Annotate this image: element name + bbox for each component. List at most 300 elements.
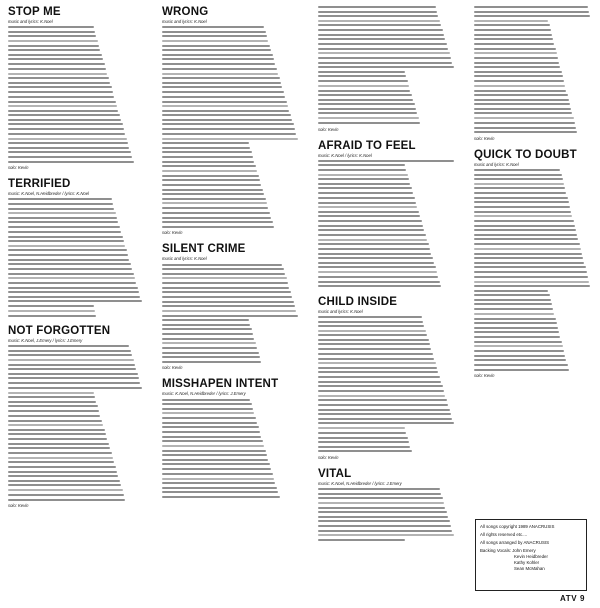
lyric-line — [162, 277, 287, 279]
lyric-line — [162, 356, 260, 358]
lyric-line — [8, 263, 131, 265]
lyric-line — [162, 49, 271, 51]
lyric-line — [162, 338, 254, 340]
lyric-line — [162, 301, 294, 303]
lyric-line — [162, 468, 271, 470]
lyric-line — [318, 285, 441, 287]
lyric-line — [474, 117, 574, 119]
lyric-line — [318, 399, 447, 401]
lyric-line — [162, 296, 292, 298]
lyric-line — [162, 273, 285, 275]
lyric-line — [8, 368, 136, 370]
lyric-line — [318, 94, 412, 96]
lyric-line — [8, 86, 112, 88]
lyric-line — [162, 221, 273, 223]
lyric-line — [474, 266, 586, 268]
lyric-line — [318, 206, 417, 208]
song-credit: music and lyrics: K.Noel — [162, 256, 207, 262]
lyric-line — [474, 299, 551, 301]
lyric-line — [318, 511, 447, 513]
lyric-line — [8, 466, 116, 468]
lyric-line — [8, 77, 109, 79]
song-block — [474, 149, 594, 386]
lyric-line — [162, 426, 259, 428]
lyric-line — [318, 248, 430, 250]
lyric-line — [8, 138, 127, 140]
lyric-line — [474, 34, 552, 36]
lyric-line — [474, 197, 568, 199]
lyric-line — [8, 315, 96, 317]
lyric-line — [318, 488, 440, 490]
lyric-line — [474, 90, 566, 92]
lyric-line — [474, 331, 559, 333]
lyric-line — [162, 417, 256, 419]
lyric-line — [318, 220, 422, 222]
lyric-line — [8, 282, 136, 284]
lyric-line — [318, 441, 409, 443]
lyric-line — [318, 381, 441, 383]
member-name: Sean McMahan — [514, 566, 545, 571]
song-title: TERRIFIED — [8, 178, 71, 191]
lyric-line — [318, 24, 441, 26]
lyric-line — [474, 66, 560, 68]
lyric-line — [318, 362, 436, 364]
lyric-line — [318, 164, 405, 166]
lyric-line — [162, 282, 288, 284]
song-title: WRONG — [162, 6, 209, 18]
lyric-line — [8, 396, 95, 398]
solo-note: solo: Kevin — [474, 135, 495, 141]
lyric-line — [318, 507, 445, 509]
lyric-line — [8, 410, 99, 412]
solo-note: solo: Kevin — [162, 365, 183, 371]
lyric-line — [162, 454, 267, 456]
lyric-line — [318, 534, 454, 536]
lyric-line — [162, 198, 266, 200]
lyric-line — [162, 268, 284, 270]
lyrics-column-4 — [474, 6, 594, 386]
lyric-line — [318, 253, 431, 255]
lyric-line — [162, 193, 264, 195]
lyric-line — [8, 35, 96, 37]
lyric-line — [8, 231, 121, 233]
lyric-line — [8, 114, 120, 116]
lyric-line — [162, 147, 250, 149]
lyrics-column-2 — [162, 6, 302, 507]
lyric-line — [8, 110, 118, 112]
lyric-line — [8, 415, 100, 417]
song-block — [318, 140, 458, 296]
lyric-line — [8, 433, 106, 435]
song-title: MISSHAPEN INTENT — [162, 378, 279, 391]
lyric-line — [318, 395, 445, 397]
lyric-line — [318, 211, 419, 213]
lyric-line — [474, 364, 568, 366]
lyric-line — [8, 217, 117, 219]
lyric-line — [162, 287, 289, 289]
lyric-line — [162, 35, 267, 37]
copyright-note: All songs copyright 1989 ANACRUSIS — [480, 524, 555, 529]
lyric-line — [474, 350, 564, 352]
lyric-line — [162, 101, 287, 103]
lyric-line — [8, 31, 95, 33]
lyric-line — [162, 403, 252, 405]
lyric-line — [318, 43, 447, 45]
lyric-line — [162, 68, 277, 70]
lyric-line — [318, 239, 427, 241]
song-title: SILENT CRIME — [162, 243, 246, 256]
song-credit: music: K.Noel, N.Heidbreder / lyrics: J.Emery — [162, 391, 246, 397]
lyric-line — [162, 31, 266, 33]
lyric-line — [8, 377, 139, 379]
lyric-line — [318, 71, 405, 73]
lyric-line — [8, 68, 106, 70]
lyric-line — [318, 257, 433, 259]
song-block — [318, 296, 458, 468]
lyric-line — [318, 432, 406, 434]
lyric-line — [474, 243, 580, 245]
lyric-line — [162, 315, 298, 317]
lyric-line — [8, 424, 103, 426]
lyric-line — [162, 440, 263, 442]
lyric-line — [318, 497, 443, 499]
lyric-line — [162, 58, 274, 60]
lyric-line — [8, 443, 109, 445]
lyric-line — [162, 63, 275, 65]
lyric-line — [162, 226, 274, 228]
lyric-line — [8, 429, 105, 431]
lyric-line — [474, 52, 557, 54]
lyric-line — [474, 80, 564, 82]
song-credit: music and lyrics: K.Noel — [162, 19, 207, 24]
lyric-line — [162, 91, 284, 93]
lyric-line — [474, 336, 560, 338]
rights-note: All rights reserved etc.... — [480, 532, 528, 537]
lyric-line — [8, 151, 131, 153]
lyric-line — [8, 91, 113, 93]
song-title: VITAL — [318, 467, 352, 480]
lyric-line — [318, 348, 431, 350]
lyric-line — [162, 473, 273, 475]
lyric-line — [8, 119, 121, 121]
lyric-line — [162, 291, 291, 293]
lyric-line — [318, 80, 408, 82]
lyric-line — [8, 287, 138, 289]
lyric-line — [8, 221, 118, 223]
lyric-line — [162, 352, 259, 354]
song-block — [318, 6, 458, 140]
song-credit: music and lyrics: K.Noel — [8, 19, 53, 24]
lyric-line — [162, 82, 281, 84]
lyric-line — [318, 52, 450, 54]
lyric-line — [8, 133, 125, 135]
lyric-line — [8, 291, 139, 293]
lyric-line — [8, 236, 123, 238]
lyric-line — [8, 277, 135, 279]
lyrics-column-3 — [318, 6, 458, 550]
lyric-line — [162, 324, 250, 326]
lyric-line — [8, 373, 138, 375]
lyric-line — [162, 478, 274, 480]
lyric-line — [8, 387, 142, 389]
lyric-line — [8, 161, 134, 163]
lyric-line — [318, 404, 448, 406]
song-title: NOT FORGOTTEN — [8, 325, 111, 338]
lyric-line — [474, 220, 574, 222]
song-block — [162, 243, 302, 378]
backing-vocals — [480, 548, 582, 572]
lyric-line — [8, 405, 98, 407]
lyric-line — [474, 29, 551, 31]
lyric-line — [474, 341, 562, 343]
lyric-line — [318, 446, 410, 448]
lyric-line — [8, 457, 113, 459]
lyric-line — [8, 345, 129, 347]
lyric-line — [162, 450, 266, 452]
lyric-line — [474, 313, 554, 315]
lyric-line — [318, 202, 416, 204]
lyric-line — [474, 11, 589, 13]
lyric-line — [474, 187, 565, 189]
lyric-line — [162, 422, 257, 424]
lyric-line — [162, 128, 295, 130]
lyric-line — [162, 463, 270, 465]
lyric-line — [318, 358, 434, 360]
song-block — [8, 325, 146, 516]
song-block — [162, 6, 302, 243]
lyric-line — [8, 254, 128, 256]
lyric-line — [162, 151, 252, 153]
lyric-line — [474, 290, 548, 292]
lyric-line — [474, 206, 570, 208]
lyric-line — [474, 43, 554, 45]
lyric-line — [162, 217, 271, 219]
song-credit: music and lyrics: K.Noel — [318, 308, 363, 314]
lyric-line — [318, 493, 441, 495]
lyric-line — [8, 259, 129, 261]
solo-note: solo: Kevin — [8, 503, 29, 509]
lyric-line — [162, 165, 256, 167]
solo-note: solo: Kevin — [162, 230, 183, 236]
lyric-line — [162, 138, 298, 140]
lyric-line — [318, 192, 413, 194]
lyric-line — [162, 161, 254, 163]
lyric-line — [8, 147, 129, 149]
lyric-line — [162, 40, 268, 42]
lyric-line — [8, 350, 131, 352]
lyric-line — [162, 114, 291, 116]
lyric-line — [8, 45, 99, 47]
lyric-line — [162, 142, 249, 144]
lyric-line — [474, 369, 569, 371]
lyric-line — [162, 459, 268, 461]
lyric-line — [474, 262, 584, 264]
lyric-line — [162, 179, 260, 181]
lyric-line — [474, 103, 570, 105]
lyric-line — [318, 334, 427, 336]
lyric-line — [474, 253, 582, 255]
lyric-line — [318, 409, 450, 411]
song-credit: music: K.Noel, N.Heidbreder / lyrics: J.Emery — [318, 480, 402, 486]
lyric-line — [162, 264, 282, 266]
lyric-line — [8, 438, 107, 440]
lyric-line — [474, 71, 562, 73]
lyric-line — [162, 319, 249, 321]
lyric-line — [318, 262, 434, 264]
lyric-line — [474, 248, 581, 250]
lyric-line — [8, 249, 127, 251]
lyric-line — [474, 85, 565, 87]
lyric-line — [318, 62, 452, 64]
lyric-line — [8, 212, 116, 214]
lyric-line — [474, 229, 576, 231]
song-credit: music: K.Noel / lyrics: K.Noel — [318, 152, 372, 158]
lyric-line — [8, 475, 118, 477]
lyric-line — [162, 202, 267, 204]
lyric-line — [474, 62, 559, 64]
lyric-line — [8, 296, 140, 298]
lyric-line — [474, 303, 552, 305]
lyric-line — [162, 189, 263, 191]
song-title: CHILD INSIDE — [318, 295, 398, 308]
lyric-line — [318, 75, 406, 77]
lyric-line — [162, 96, 285, 98]
lyric-line — [8, 82, 110, 84]
lyric-line — [474, 327, 558, 329]
lyric-line — [318, 281, 440, 283]
lyric-line — [162, 482, 275, 484]
lyric-line — [318, 422, 454, 424]
lyric-line — [318, 325, 424, 327]
song-title: AFRAID TO FEEL — [318, 139, 416, 152]
lyric-line — [318, 85, 409, 87]
lyric-line — [162, 333, 253, 335]
lyric-line — [318, 539, 405, 541]
lyric-line — [162, 73, 278, 75]
lyric-line — [318, 525, 451, 527]
lyric-line — [318, 187, 412, 189]
lyric-line — [318, 122, 420, 124]
lyric-line — [162, 361, 261, 363]
lyric-line — [162, 328, 252, 330]
lyric-line — [162, 123, 294, 125]
song-title: STOP ME — [8, 6, 61, 18]
lyric-line — [318, 225, 423, 227]
lyric-line — [318, 215, 420, 217]
lyric-line — [8, 382, 140, 384]
lyric-line — [474, 108, 571, 110]
lyric-line — [474, 6, 588, 8]
lyric-line — [162, 347, 257, 349]
lyric-line — [162, 310, 296, 312]
lyric-line — [474, 192, 566, 194]
lyric-line — [8, 40, 98, 42]
lyric-line — [8, 128, 124, 130]
solo-note: solo: Kevin — [474, 373, 495, 379]
lyric-line — [162, 436, 261, 438]
lyric-line — [318, 316, 422, 318]
lyric-line — [318, 321, 423, 323]
lyric-line — [318, 183, 410, 185]
lyric-line — [318, 330, 426, 332]
song-credit: music: K.Noel, J.Emery / lyrics: J.Emery — [8, 338, 83, 344]
lyric-line — [474, 345, 563, 347]
lyric-line — [8, 364, 135, 366]
lyric-line — [8, 305, 94, 307]
lyric-line — [162, 26, 264, 28]
lyric-line — [474, 24, 550, 26]
lyric-line — [162, 207, 268, 209]
lyric-line — [318, 57, 451, 59]
lyric-line — [162, 175, 259, 177]
song-gap — [162, 501, 302, 507]
lyric-line — [474, 234, 577, 236]
lyric-line — [474, 131, 577, 133]
lyric-line — [162, 305, 295, 307]
lyric-line — [318, 20, 440, 22]
lyric-line — [162, 105, 288, 107]
lyric-line — [474, 57, 558, 59]
song-gap — [474, 380, 594, 386]
lyric-line — [318, 197, 415, 199]
lyric-line — [318, 169, 406, 171]
lyric-line — [318, 450, 412, 452]
lyric-line — [318, 371, 438, 373]
lyric-line — [8, 354, 132, 356]
lyric-line — [318, 343, 430, 345]
lyric-line — [318, 418, 452, 420]
lyric-line — [318, 367, 437, 369]
lyric-line — [474, 359, 566, 361]
lyric-line — [162, 445, 264, 447]
lyric-line — [474, 318, 556, 320]
lyric-line — [162, 156, 253, 158]
lyric-line — [8, 499, 125, 501]
lyric-line — [8, 310, 95, 312]
arranged-note: All songs arranged by ANACRUSIS — [480, 540, 550, 545]
lyric-line — [8, 203, 113, 205]
lyric-line — [318, 38, 445, 40]
lyric-line — [318, 516, 448, 518]
lyric-line — [318, 99, 413, 101]
lyric-line — [162, 54, 273, 56]
lyric-line — [162, 45, 270, 47]
lyric-line — [8, 142, 128, 144]
lyric-line — [474, 174, 562, 176]
lyric-line — [474, 169, 560, 171]
lyric-line — [318, 48, 448, 50]
lyric-line — [162, 86, 282, 88]
lyric-line — [162, 133, 296, 135]
lyric-line — [474, 94, 568, 96]
lyric-line — [474, 38, 553, 40]
song-gap — [318, 544, 458, 550]
lyric-line — [162, 408, 253, 410]
lyric-line — [318, 11, 437, 13]
lyric-line — [474, 271, 587, 273]
lyric-line — [474, 75, 563, 77]
lyric-line — [8, 273, 134, 275]
lyric-line — [474, 281, 589, 283]
lyric-line — [474, 294, 550, 296]
song-credit: music and lyrics: K.Noel — [474, 161, 519, 167]
lyric-line — [8, 489, 123, 491]
lyric-line — [8, 123, 123, 125]
lyric-line — [474, 355, 565, 357]
song-block — [474, 6, 594, 149]
lyric-line — [474, 183, 564, 185]
lyric-line — [474, 285, 590, 287]
